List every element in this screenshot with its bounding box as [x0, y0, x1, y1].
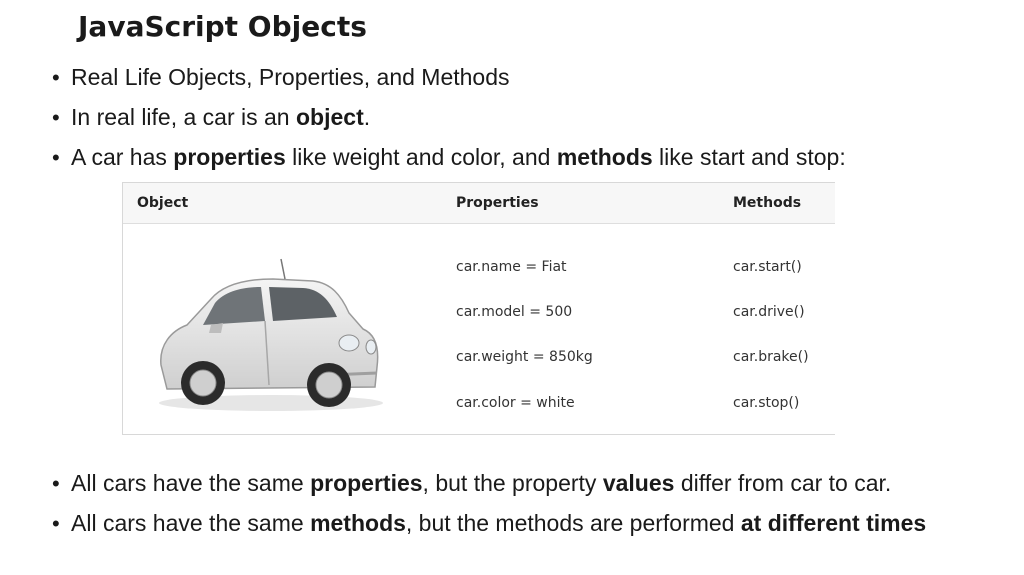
- car-image: [153, 255, 383, 420]
- bold-text: methods: [310, 510, 406, 536]
- text-run: A car has: [71, 144, 174, 170]
- method-cell: car.stop(): [733, 395, 800, 411]
- bullet-text: [71, 468, 891, 499]
- method-cell: car.start(): [733, 259, 802, 275]
- header-object: Object: [137, 195, 189, 211]
- text-run: , but the property: [422, 470, 603, 496]
- property-cell: car.weight = 850kg: [456, 349, 593, 365]
- header-methods: Methods: [733, 195, 802, 211]
- bullet-dot: •: [52, 471, 60, 496]
- text-run: like weight and color, and: [285, 144, 557, 170]
- bullet-list-top: [52, 62, 992, 182]
- bold-text: at different times: [740, 510, 927, 536]
- table-header: [123, 183, 835, 224]
- bullet-item: [52, 62, 992, 93]
- bold-text: methods: [556, 144, 653, 170]
- bullet-text: [71, 62, 510, 93]
- text-run: , but the methods are performed: [405, 510, 741, 536]
- bold-text: object: [296, 104, 364, 130]
- bullet-item: [52, 142, 992, 173]
- bullet-dot: •: [52, 105, 60, 130]
- text-run: All cars have the same: [71, 470, 311, 496]
- text-run: Real Life Objects, Properties, and Methods: [71, 64, 510, 90]
- bullet-text: [71, 142, 846, 173]
- property-cell: car.color = white: [456, 395, 575, 411]
- bullet-list-bottom: [52, 468, 992, 548]
- text-run: In real life, a car is an: [71, 104, 296, 130]
- bullet-dot: •: [52, 65, 60, 90]
- property-cell: car.model = 500: [456, 304, 573, 320]
- text-run: .: [363, 104, 371, 130]
- method-cell: car.brake(): [733, 349, 809, 365]
- bullet-dot: •: [52, 145, 60, 170]
- property-cell: car.name = Fiat: [456, 259, 567, 275]
- bullet-item: [52, 508, 992, 539]
- bullet-item: [52, 468, 992, 499]
- bold-text: values: [602, 470, 675, 496]
- slide-title: JavaScript Objects: [78, 10, 367, 43]
- bold-text: properties: [310, 470, 423, 496]
- bullet-text: [71, 508, 926, 539]
- text-run: like start and stop:: [652, 144, 846, 170]
- object-table: [122, 182, 835, 435]
- text-run: differ from car to car.: [674, 470, 892, 496]
- bullet-dot: •: [52, 511, 60, 536]
- header-properties: Properties: [456, 195, 539, 211]
- text-run: All cars have the same: [71, 510, 311, 536]
- method-cell: car.drive(): [733, 304, 805, 320]
- bold-text: properties: [173, 144, 286, 170]
- bullet-text: [71, 102, 370, 133]
- bullet-item: [52, 102, 992, 133]
